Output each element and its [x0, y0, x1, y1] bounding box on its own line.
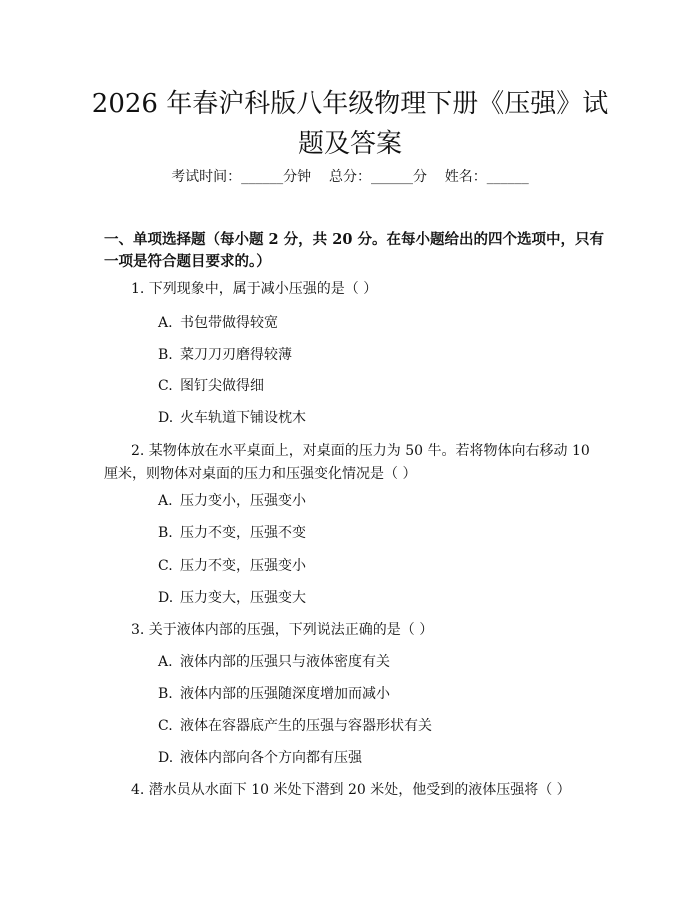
question-1-option-a [158, 313, 278, 333]
question-1-option-d [158, 408, 306, 428]
option-text: 液体在容器底产生的压强与容器形状有关 [180, 718, 432, 734]
question-3-option-b [158, 684, 390, 704]
option-letter: D. [158, 750, 174, 766]
question-3: 3. 关于液体内部的压强，下列说法正确的是（ ） [131, 622, 434, 638]
option-letter: D. [158, 590, 174, 606]
option-text: 压力变大，压强变大 [180, 590, 306, 606]
question-1-option-b [158, 345, 292, 365]
option-letter: A. [158, 654, 173, 670]
option-letter: C. [158, 378, 173, 394]
question-2-option-c [158, 556, 306, 576]
document-title: 2026 年春沪科版八年级物理下册《压强》试题及答案 [91, 89, 609, 159]
option-text: 图钉尖做得细 [180, 378, 264, 394]
question-3-option-c [158, 716, 432, 736]
exam-info-line: 考试时间：______分钟 总分：______分 姓名：______ [171, 169, 529, 185]
option-text: 液体内部的压强只与液体密度有关 [180, 654, 390, 670]
question-2-option-a [158, 491, 306, 511]
question-2: 2. 某物体放在水平桌面上，对桌面的压力为 50 牛。若将物体向右移动 10 厘米，则物体对桌面的压力和压强变化情况是（ ） [104, 443, 590, 482]
question-3-option-a [158, 652, 390, 672]
option-text: 液体内部的压强随深度增加而减小 [180, 686, 390, 702]
option-text: 火车轨道下铺设枕木 [180, 410, 306, 426]
section-heading: 一、单项选择题（每小题 2 分，共 20 分。在每小题给出的四个选项中，只有一项是符合题目要求的。） [104, 231, 604, 270]
question-1: 1. 下列现象中，属于减小压强的是（ ） [131, 281, 378, 297]
option-letter: A. [158, 493, 173, 509]
option-letter: B. [158, 347, 173, 363]
question-2-option-b [158, 523, 306, 543]
option-text: 压力不变，压强变小 [180, 558, 306, 574]
option-text: 菜刀刀刃磨得较薄 [180, 347, 292, 363]
question-3-option-d [158, 748, 362, 768]
option-text: 压力变小，压强变小 [180, 493, 306, 509]
option-text: 书包带做得较宽 [180, 315, 278, 331]
option-letter: B. [158, 525, 173, 541]
option-letter: B. [158, 686, 173, 702]
question-1-option-c [158, 376, 264, 396]
option-letter: C. [158, 718, 173, 734]
option-letter: C. [158, 558, 173, 574]
question-4: 4. 潜水员从水面下 10 米处下潜到 20 米处，他受到的液体压强将（ ） [131, 782, 571, 798]
option-text: 压力不变，压强不变 [180, 525, 306, 541]
question-2-option-d [158, 588, 306, 608]
option-letter: D. [158, 410, 174, 426]
option-text: 液体内部向各个方向都有压强 [180, 750, 362, 766]
option-letter: A. [158, 315, 173, 331]
